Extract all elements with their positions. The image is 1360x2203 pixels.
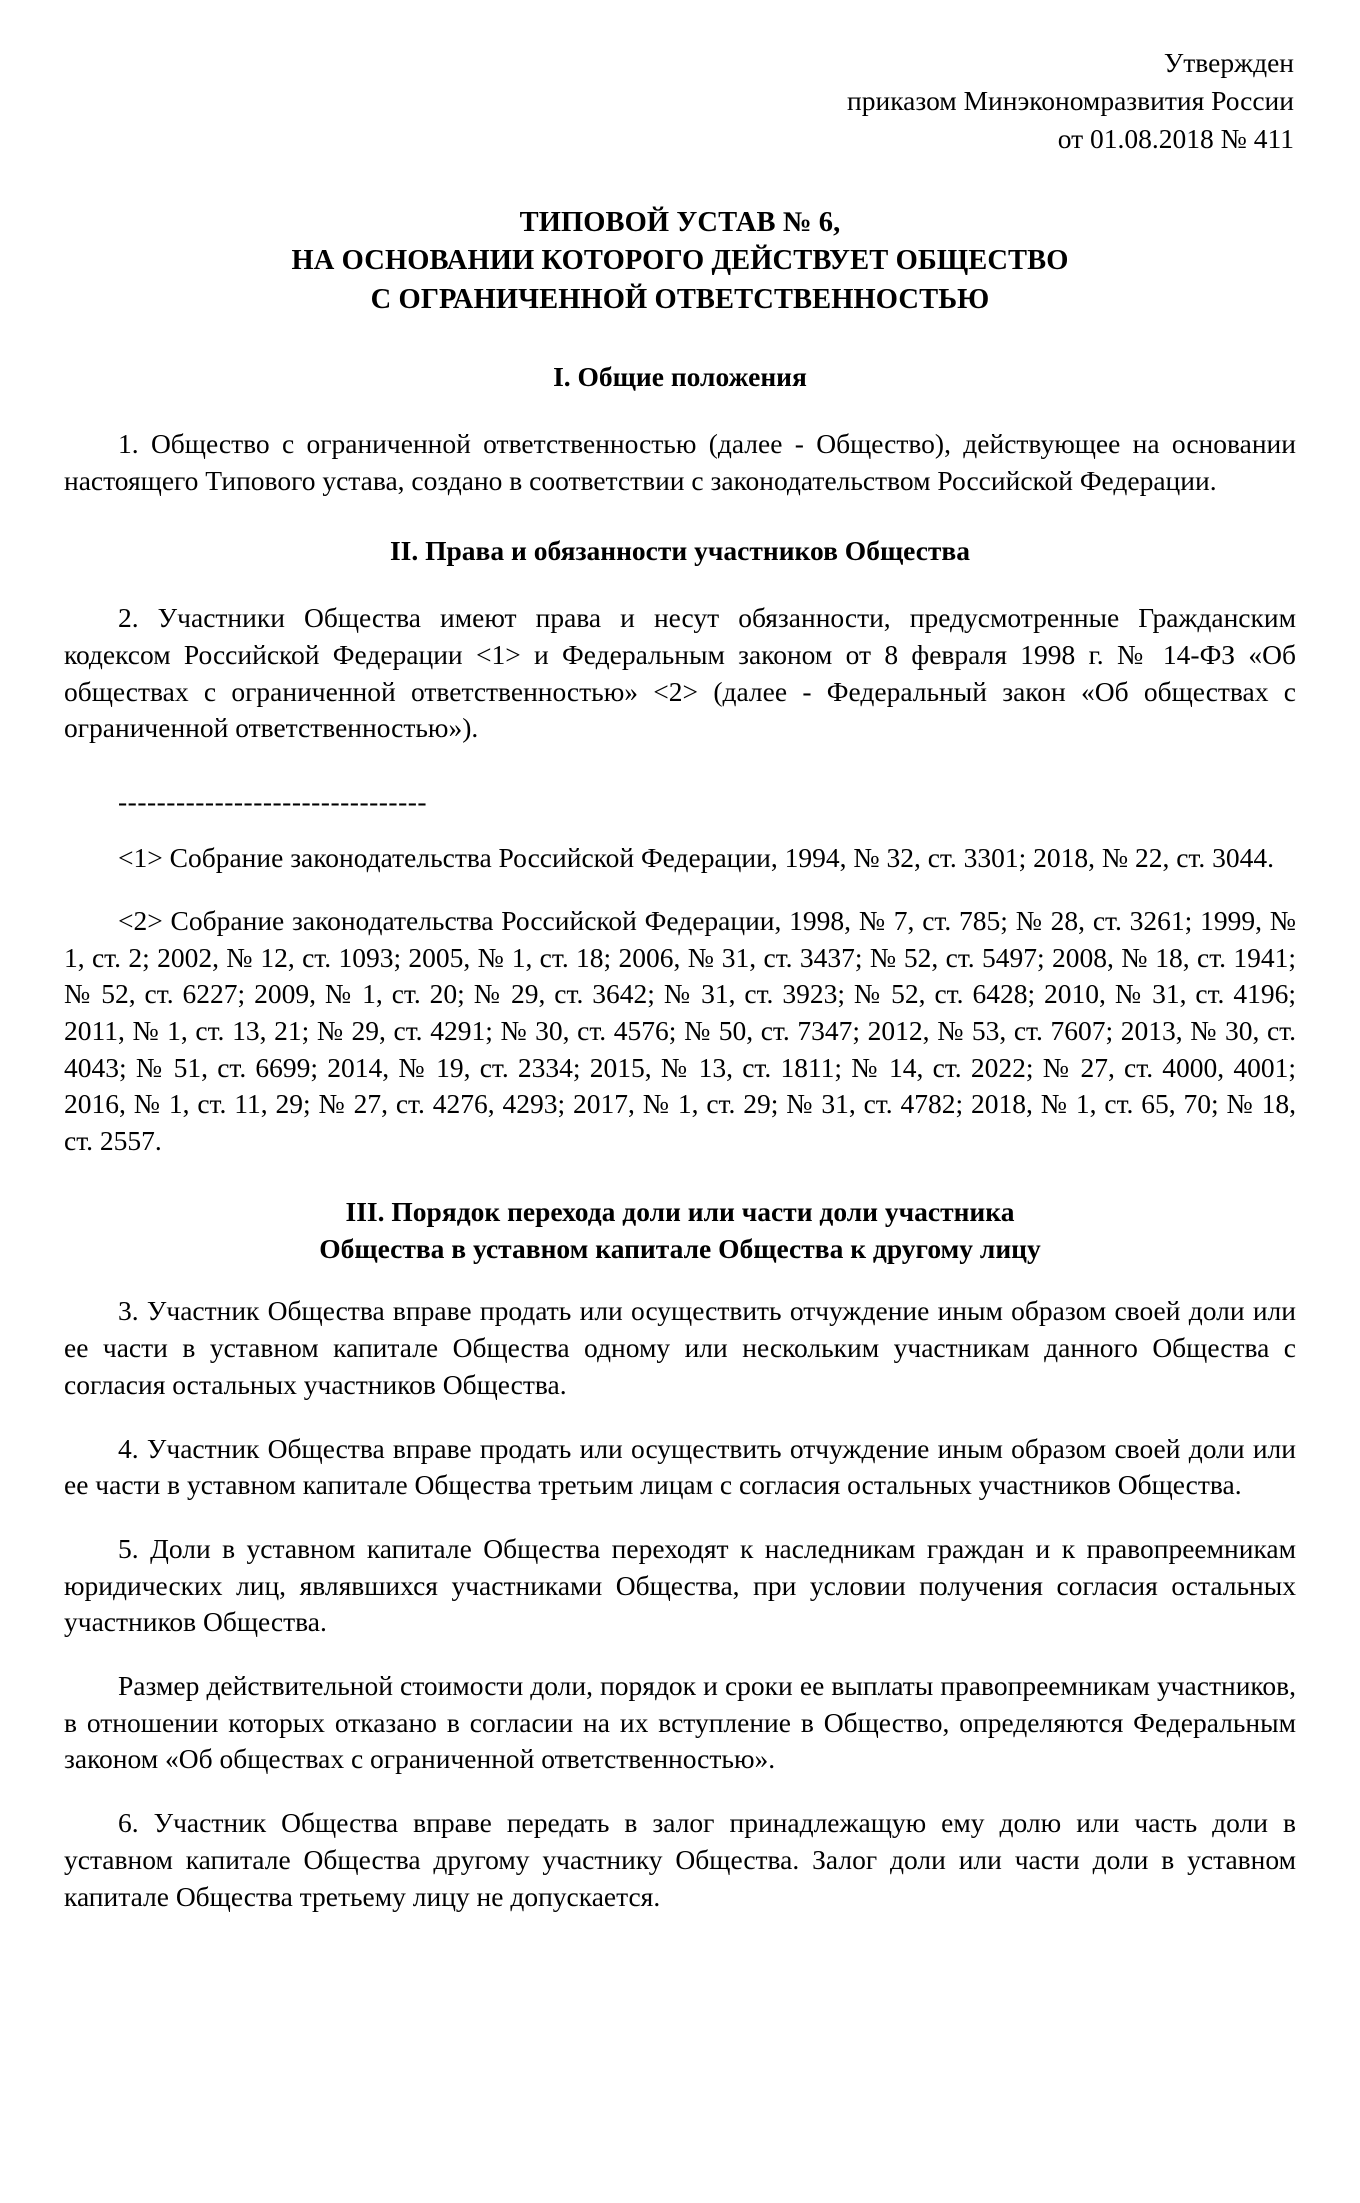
section-heading-2-text: II. Права и обязанности участников Общества [389,535,971,567]
paragraph-3: 3. Участник Общества вправе продать или осуществить отчуждение иным образом своей доли или ее части в уставном капитале Общества одному или нескольким участникам данного Общества с согласия остальных участников Общества. [64,1295,1296,1400]
section-heading-1 [64,359,1296,396]
paragraph-4: 4. Участник Общества вправе продать или осуществить отчуждение иным образом своей доли или ее части в уставном капитале Общества третьим лицам с согласия остальных участников Общества. [64,1432,1296,1501]
approval-line-1: Утвержден [1163,47,1294,78]
footnote-separator: -------------------------------- [118,786,428,818]
title-line-2: НА ОСНОВАНИИ КОТОРОГО ДЕЙСТВУЕТ ОБЩЕСТВО [291,245,1069,277]
paragraph-6: 6. Участник Общества вправе передать в залог принадлежащую ему долю или часть доли в уставном капитале Общества другому участнику Общества. Залог доли или части доли в уставном капитале Общества третьему лицу не допускается. [64,1807,1296,1912]
paragraph-1: 1. Общество с ограниченной ответственностью (далее - Общество), действующее на основании настоящего Типового устава, создано в соответствии с законодательством Российской Федерации. [64,428,1296,496]
section-heading-3 [64,1194,1296,1268]
approval-block [64,44,1296,158]
paragraph-5b: Размер действительной стоимости доли, порядок и сроки ее выплаты правопреемникам участников, в отношении которых отказано в согласии на их вступление в Общество, определяются Федеральным законом «Об обществах с ограниченной ответственностью». [64,1670,1296,1775]
approval-line-3: от 01.08.2018 № 411 [1057,122,1294,154]
paragraph-2: 2. Участники Общества имеют права и несут обязанности, предусмотренные Гражданским кодексом Российской Федерации <1> и Федеральным законом от 8 февраля 1998 г. № 14-ФЗ «Об обществах с ограниченной ответственностью» <2> (далее - Федеральный закон «Об обществах с ограниченной ответственностью»). [64,602,1296,744]
section-heading-1-text: I. Общие положения [553,361,807,393]
footnote-1: <1> Собрание законодательства Российской Федерации, 1994, № 32, ст. 3301; 2018, № 22, ст. 3044. [118,842,1275,874]
paragraph-5: 5. Доли в уставном капитале Общества переходят к наследникам граждан и к правопреемникам юридических лиц, являвшихся участниками Общества, при условии получения согласия остальных участников Общества. [64,1532,1296,1638]
title-line-3: С ОГРАНИЧЕННОЙ ОТВЕТСТВЕННОСТЬЮ [370,283,990,315]
title-line-1: ТИПОВОЙ УСТАВ № 6, [519,206,841,238]
footnote-2: <2> Собрание законодательства Российской Федерации, 1998, № 7, ст. 785; № 28, ст. 3261; 1999, № 1, ст. 2; 2002, № 12, ст. 1093; 2005, № 1, ст. 18; 2006, № 31, ст. 3437; № 52, ст. 5497; 2008, № 18, ст. 1941; № 52, ст. 6227; 2009, № 1, ст. 20; № 29, ст. 3642; № 31, ст. 3923; № 52, ст. 6428; 2010, № 31, ст. 4196; 2011, № 1, ст. 13, 21; № 29, ст. 4291; № 30, ст. 4576; № 50, ст. 7347; 2012, № 53, ст. 7607; 2013, № 30, ст. 4043; № 51, ст. 6699; 2014, № 19, ст. 2334; 2015, № 13, ст. 1811; № 14, ст. 2022; № 27, ст. 4000, 4001; 2016, № 1, ст. 11, 29; № 27, ст. 4276, 4293; 2017, № 1, ст. 29; № 31, ст. 4782; 2018, № 1, ст. 65, 70; № 18, ст. 2557. [64,904,1296,1157]
document-body [64,44,1296,1915]
section-heading-3-line-1: III. Порядок перехода доли или части доли участника [345,1195,1015,1227]
section-heading-3-line-2: Общества в уставном капитале Общества к другому лицу [319,1232,1041,1264]
page-title [64,204,1296,319]
section-heading-2 [64,533,1296,570]
approval-line-2: приказом Минэкономразвития России [847,84,1294,116]
